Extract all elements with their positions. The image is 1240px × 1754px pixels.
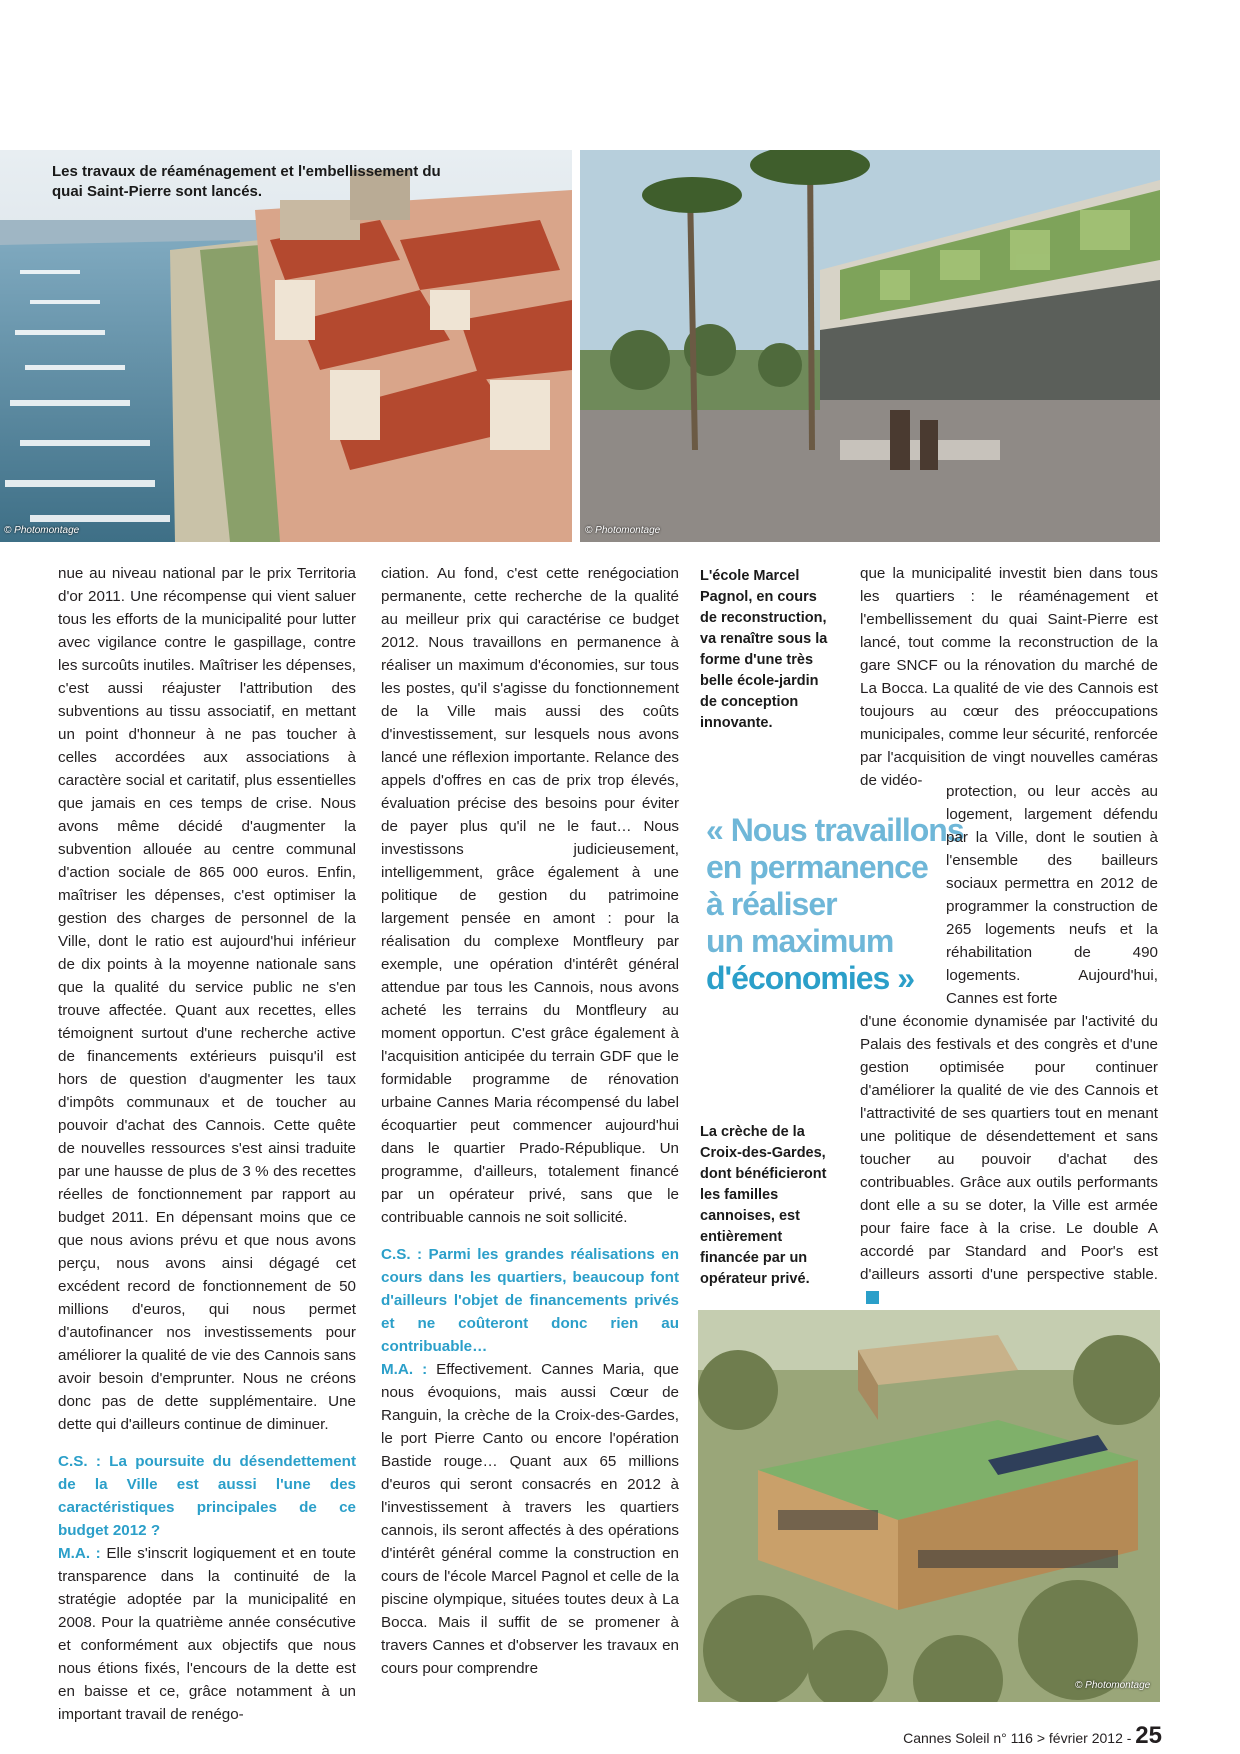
photo-quai-saint-pierre	[0, 150, 572, 542]
caption-ecole: L'école Marcel Pagnol, en cours de reconstruction, va renaître sous la forme d'une très belle école-jardin de conception innovante.	[700, 568, 828, 731]
column-4-paragraph-1: que la municipalité investit bien dans tous les quartiers : le réaménagement et l'embellissement du quai Saint-Pierre est lancé, tout comme la reconstruction de la gare SNCF ou la rénovation du marché de La Bocca. La qualité de vie des Cannois est toujours au cœur des préoccupations municipales, comme leur sécurité, renforcée par l'acquisition de vingt nouvelles caméras de vidéo-	[860, 565, 1158, 789]
caption-creche: La crèche de la Croix-des-Gardes, dont bénéficieront les familles cannoises, est entièrement financée par un opérateur privé.	[700, 1124, 827, 1287]
question-debt: C.S. : La poursuite du désendettement de la Ville est aussi l'une des caractéristiques principales de ce budget 2012 ?	[58, 1453, 356, 1539]
photo-creche-croix-des-gardes	[698, 1310, 1160, 1702]
end-of-article-mark	[866, 1291, 879, 1304]
page-footer	[903, 1722, 1162, 1750]
answer-label: M.A. :	[58, 1545, 101, 1562]
photo-credit-bottom: © Photomontage	[1075, 1680, 1151, 1691]
photo-caption-quai: Les travaux de réaménagement et l'embellissement du quai Saint-Pierre sont lancés.	[52, 163, 441, 200]
answer-debt	[58, 1542, 356, 1726]
pull-quote-line: « Nous travaillons	[706, 812, 964, 848]
pull-quote-line: d'économies »	[706, 960, 915, 996]
school-illustration	[580, 150, 1160, 542]
pull-quote	[706, 812, 964, 997]
page-number: 25	[1135, 1722, 1162, 1749]
pull-quote-line: à réaliser	[706, 886, 837, 922]
column-4-paragraph-3	[860, 1010, 1158, 1309]
article-column-4-middle	[946, 780, 1158, 1010]
column-2-paragraph: ciation. Au fond, c'est cette renégociation permanente, cette recherche de la qualité au meilleur prix qui caractérise ce budget 2012. Nous travaillons en permanence à réaliser un maximum d'économies, sur tous les postes, qu'il s'agisse du fonctionnement de la Ville mais aussi des coûts d'investissement, sur lesquels nous avons lancé une réflexion importante. Relance des appels d'offres en cas de prix trop élevés, évaluation précise des besoins pour éviter de payer plus qu'il ne le faut… Nous investissons judicieusement, intelligemment, grâce également à une politique de gestion du patrimoine largement pensée en amont : pour la réalisation du complexe Montfleury par exemple, une opération d'intérêt général attendue par tous les Cannois, nous avons acheté les terrains du Montfleury au moment opportun. C'est grâce également à l'acquisition anticipée du terrain GDF que le formidable programme de rénovation urbaine Cannes Maria récompensé du label écoquartier peut commencer aujourd'hui dans le quartier Prado-République. Un programme, d'ailleurs, totalement financé par un opérateur privé, sans que le contribuable cannois ne soit sollicité.	[381, 565, 679, 1226]
article-column-4-bottom	[860, 1010, 1158, 1309]
article-column-1	[58, 562, 356, 1726]
column-1-paragraph: nue au niveau national par le prix Territoria d'or 2011. Une récompense qui vient saluer tous les efforts de la municipalité pour lutter avec vigilance contre le gaspillage, contre les surcoûts inutiles. Maîtriser les dépenses, c'est aussi réajuster l'attribution des subventions au tissu associatif, en mettant un point d'honneur à ne pas toucher à celles accordées aux associations à caractère social et caritatif, plus essentielles que jamais en ces temps de crise. Nous avons même décidé d'augmenter la subvention allouée au centre communal d'action sociale de 865 000 euros. Enfin, maîtriser les dépenses, c'est optimiser la gestion des charges de personnel de la Ville, dont le ratio est aujourd'hui inférieur de dix points à la moyenne nationale sans que la qualité du service public ne s'en trouve affectée. Quant aux recettes, elles témoignent surtout d'une recherche active de financements extérieurs puisqu'il est hors de question d'augmenter les taux d'impôts communaux et de toucher au pouvoir d'achat des Cannois. Cette quête de nouvelles ressources s'est ainsi traduite par une hausse de plus de 3 % des recettes réelles de fonctionnement par rapport au budget 2011. En dépensant moins que ce que nous avions prévu et que nous avons perçu, nous avons ainsi dégagé cet excédent record de fonctionnement de 50 millions d'euros, qui nous permet d'autofinancer nos investissements pour améliorer la qualité de vie des Cannois sans avoir besoin d'emprunter. Nous ne créons donc pas de dette supplémentaire. Une dette qui d'ailleurs continue de diminuer.	[58, 565, 357, 1433]
creche-illustration	[698, 1310, 1160, 1702]
pull-quote-line: un maximum	[706, 923, 894, 959]
photo-credit-left: © Photomontage	[4, 525, 80, 536]
answer-label: M.A. :	[381, 1361, 428, 1378]
article-column-2	[381, 562, 679, 1680]
answer-text: Effectivement. Cannes Maria, que nous évoquions, mais aussi Cœur de Ranguin, la crèche de la Croix-des-Gardes, le port Pierre Canto ou encore l'opération Bastide rouge… Quant aux 65 millions d'euros qui seront consacrés en 2012 à l'investissement à travers les quartiers cannois, ils seront affectés à des opérations d'intérêt général comme la construction en cours de l'école Marcel Pagnol et celle de la piscine olympique, situées toutes deux à La Bocca. Mais il suffit de se promener à travers Cannes et d'observer les travaux en cours pour comprendre	[381, 1361, 679, 1677]
column-4-paragraph-2: protection, ou leur accès au logement, largement défendu par la Ville, dont le soutien à l'ensemble des bailleurs sociaux permettra en 2012 de programmer la construction de 265 logements neufs et la réhabilitation de 490 logements. Aujourd'hui, Cannes est forte	[946, 783, 1158, 1007]
answer-text: Elle s'inscrit logiquement et en toute transparence dans la continuité de la stratégie adoptée par la municipalité en 2008. Pour la quatrième année consécutive et conformément aux objectifs que nous nous étions fixés, l'encours de la dette est en baisse et ce, grâce notamment à un important travail de renégo-	[58, 1545, 356, 1723]
harbour-illustration	[0, 150, 572, 542]
column-4-paragraph-3-text: d'une économie dynamisée par l'activité du Palais des festivals et des congrès et d'une gestion optimisée pour continuer d'améliorer la qualité de vie des Cannois et l'attractivité de ses quartiers tout en menant une politique de désendettement et sans toucher au pouvoir d'achat des contribuables. Grâce aux outils performants dont elle a su se doter, la Ville est armée pour faire face à la crise. Le double A accordé par Standard and Poor's est d'ailleurs assorti d'une perspective stable.	[860, 1013, 1158, 1283]
publication-info: Cannes Soleil n° 116 > février 2012 -	[903, 1730, 1132, 1746]
photo-credit-right: © Photomontage	[585, 525, 661, 536]
question-private-financing: C.S. : Parmi les grandes réalisations en cours dans les quartiers, beaucoup font d'ailleurs l'objet de financements privés et ne coûteront donc rien au contribuable…	[381, 1246, 679, 1355]
article-column-4-top	[860, 562, 1158, 792]
pull-quote-line: en permanence	[706, 849, 928, 885]
photo-ecole-marcel-pagnol	[580, 150, 1160, 542]
answer-private-financing	[381, 1358, 679, 1680]
